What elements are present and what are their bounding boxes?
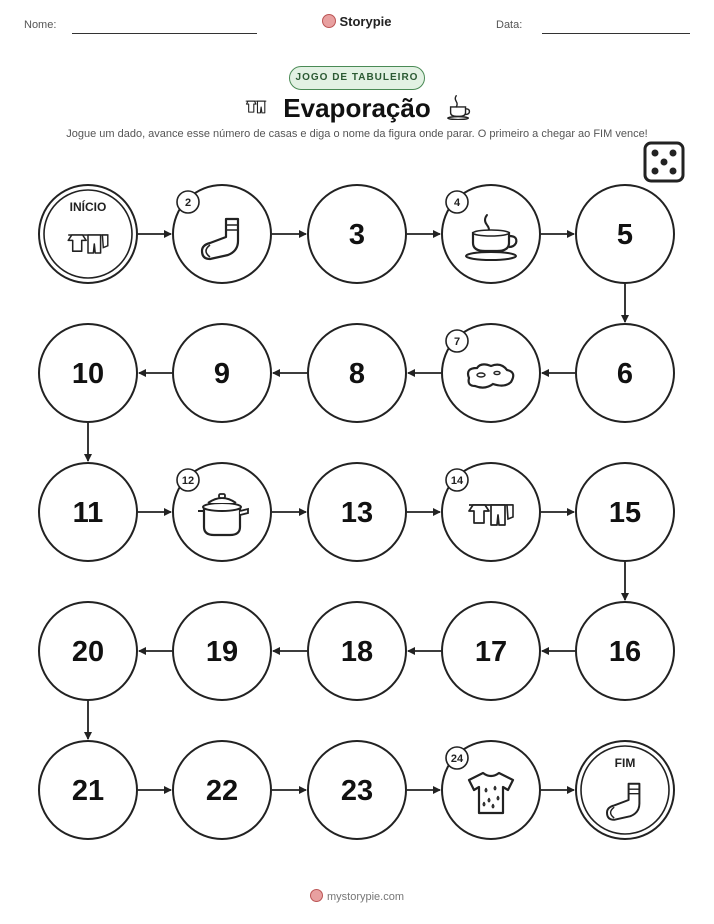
space-label: FIM bbox=[614, 756, 636, 770]
brand-name: Storypie bbox=[339, 14, 392, 29]
space-number: 14 bbox=[450, 475, 464, 487]
board-space bbox=[39, 602, 137, 700]
footer-url: mystorypie.com bbox=[326, 891, 405, 903]
space-number: 21 bbox=[71, 775, 105, 807]
game-type-badge: JOGO DE TABULEIRO bbox=[289, 66, 425, 90]
space-label: INÍCIO bbox=[69, 200, 107, 214]
space-number: 23 bbox=[340, 775, 374, 807]
name-label: Nome: bbox=[24, 19, 57, 31]
space-number: 12 bbox=[181, 475, 195, 487]
board-space bbox=[39, 324, 137, 422]
date-label: Data: bbox=[496, 19, 523, 31]
finish-space bbox=[576, 741, 674, 839]
board-space bbox=[39, 741, 137, 839]
space-number: 13 bbox=[340, 497, 374, 529]
board-space bbox=[173, 324, 271, 422]
board-space bbox=[308, 741, 406, 839]
board-space bbox=[308, 463, 406, 561]
space-number: 19 bbox=[205, 636, 239, 668]
space-number: 18 bbox=[340, 636, 374, 668]
footer bbox=[0, 889, 714, 903]
space-number: 11 bbox=[72, 497, 104, 529]
board-space bbox=[308, 602, 406, 700]
board-space bbox=[173, 602, 271, 700]
space-number: 20 bbox=[71, 636, 105, 668]
space-number: 15 bbox=[608, 497, 642, 529]
space-number: 22 bbox=[205, 775, 239, 807]
start-space bbox=[39, 185, 137, 283]
space-number: 16 bbox=[608, 636, 642, 668]
space-number: 8 bbox=[348, 358, 366, 390]
space-number: 10 bbox=[71, 358, 105, 390]
board-space bbox=[576, 185, 674, 283]
space-number: 2 bbox=[184, 197, 192, 209]
space-number: 5 bbox=[616, 219, 634, 251]
board-space bbox=[576, 463, 674, 561]
board-space bbox=[173, 741, 271, 839]
storypie-logo-icon bbox=[310, 889, 323, 902]
board-space bbox=[576, 602, 674, 700]
space-number: 6 bbox=[616, 358, 634, 390]
space-number: 4 bbox=[453, 197, 461, 209]
instructions: Jogue um dado, avance esse número de casas e diga o nome da figura onde parar. O primeiro a chegar ao FIM vence! bbox=[66, 128, 648, 140]
space-number: 17 bbox=[474, 636, 508, 668]
space-number: 7 bbox=[453, 336, 461, 348]
board-space bbox=[308, 185, 406, 283]
board-space bbox=[173, 185, 271, 283]
space-number: 3 bbox=[348, 219, 366, 251]
space-number: 24 bbox=[450, 753, 464, 765]
board-space bbox=[308, 324, 406, 422]
board-space bbox=[39, 463, 137, 561]
board-space bbox=[442, 602, 540, 700]
page-title: Evaporação bbox=[283, 93, 431, 123]
board-space bbox=[576, 324, 674, 422]
space-number: 9 bbox=[213, 358, 231, 390]
puddle-icon bbox=[468, 364, 513, 387]
